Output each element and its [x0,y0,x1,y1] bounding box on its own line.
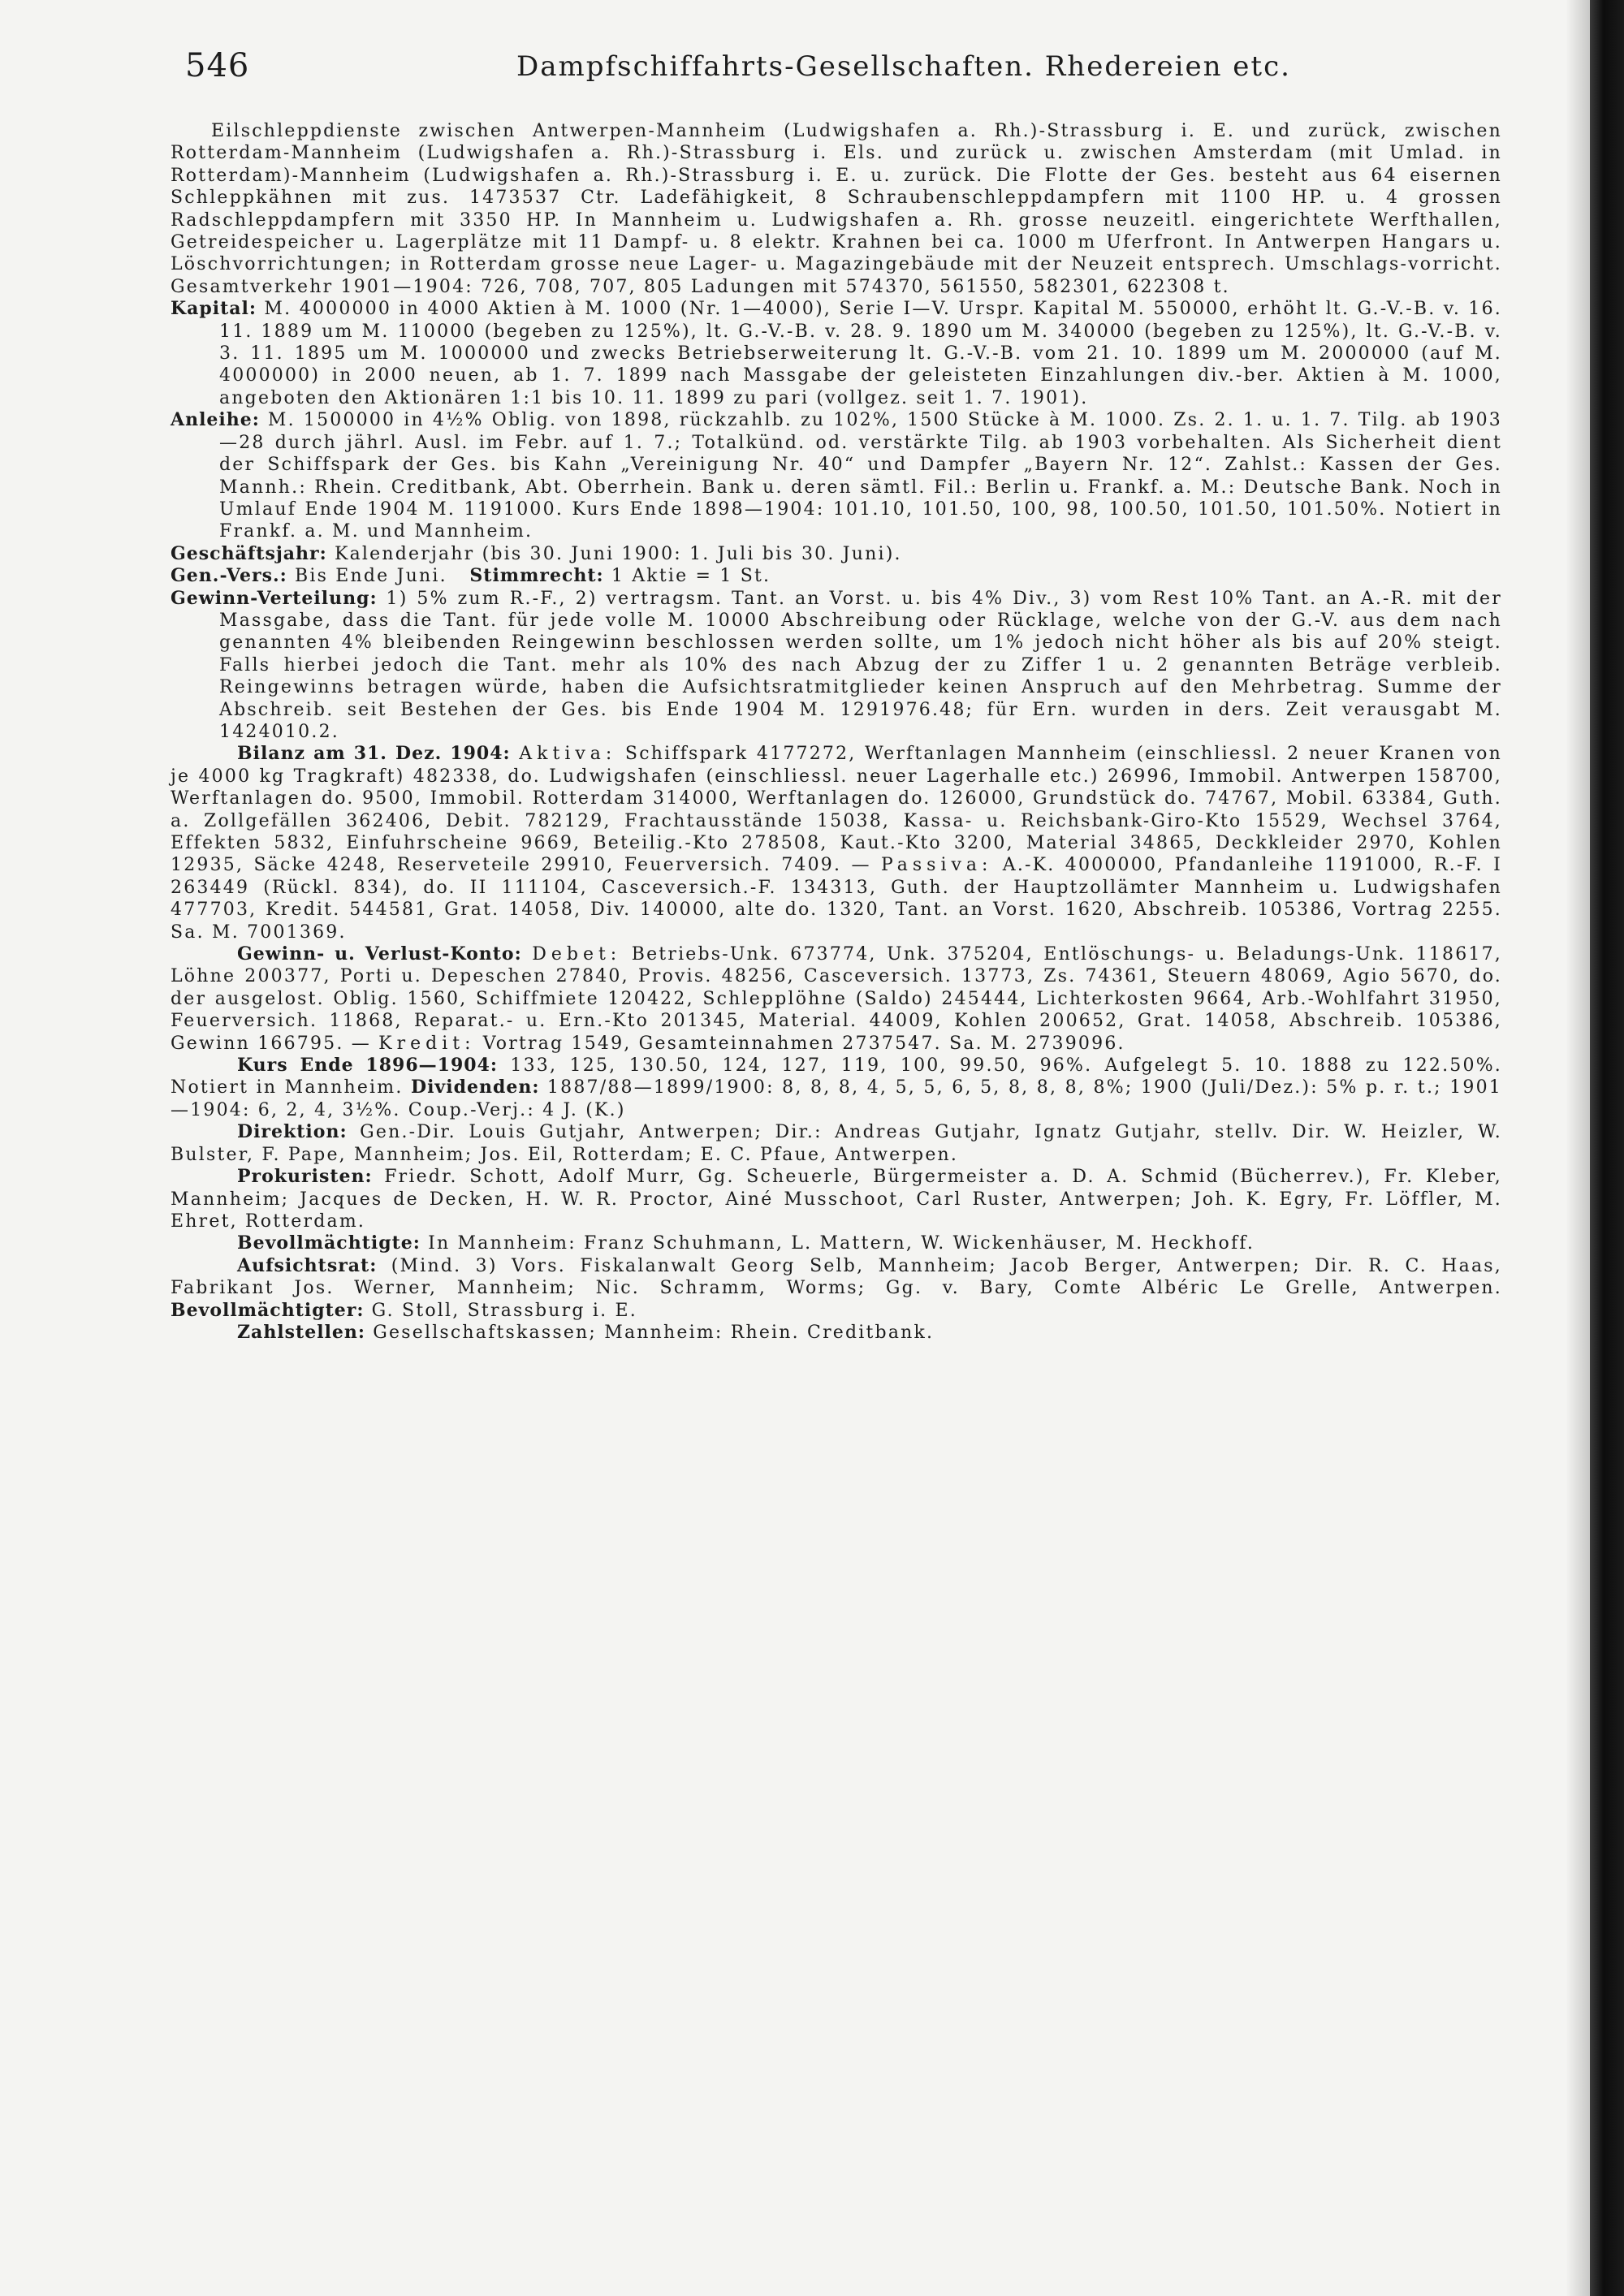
gewinnverteilung-section [171,588,1502,744]
bilanz-label: Bilanz am 31. Dez. 1904: [237,743,511,765]
prokuristen-label: Prokuristen: [237,1166,373,1188]
gewinnverteilung-label: Gewinn-Verteilung: [171,587,378,609]
kapital-text: M. 4000000 in 4000 Aktien à M. 1000 (Nr. 1—4000), Serie I—V. Urspr. Kapital M. 550000, erhöht lt. G.-V.-B. v. 16. 11. 1889 um M. 110000 (begeben zu 125%), lt. G.-V.-B. v. 28. 9. 1890 um M. 340000 (begeben zu 125%), lt. G.-V.-B. v. 3. 11. 1895 um M. 1000000 und zwecks Betriebserweiterung lt. G.-V.-B. vom 21. 10. 1899 um M. 2000000 (auf M. 4000000) in 2000 neuen, ab 1. 7. 1899 nach Massgabe der geleisteten Einzahlungen div.-ber. Aktien à M. 1000, angeboten den Aktionären 1:1 bis 10. 11. 1899 zu pari (vollgez. seit 1. 7. 1901). [219,299,1502,408]
generalversammlung-text: Bis Ende Juni. [294,566,447,587]
aufsichtsrat-text: (Mind. 3) Vors. Fiskalanwalt Georg Selb, Mannheim; Jacob Berger, Antwerpen; Dir. R. C. Haas, Fabrikant Jos. Werner, Mannheim; Nic. Schramm, Worms; Gg. v. Bary, Comte Albéric Le Grelle, Antwerpen. [171,1255,1502,1299]
bilanz-aktiva-label: Aktiva: [519,744,617,765]
kapital-label: Kapital: [171,298,257,320]
page-gutter-shadow [1566,0,1590,2296]
geschaeftsjahr-label: Geschäftsjahr: [171,542,327,564]
dividenden-label: Dividenden: [411,1077,540,1098]
zahlstellen-section [171,1322,1502,1344]
prokuristen-section [171,1166,1502,1232]
dividenden-text: 1887/88—1899/1900: 8, 8, 8, 4, 5, 5, 6, 5, 8, 8, 8, 8%; 1900 (Juli/Dez.): 5% p. r. t.; 1901—1904: 6, 2, 4, 3½%. Coup.-Verj.: 4 J. (K.) [171,1077,1503,1120]
kurs-label: Kurs Ende 1896—1904: [237,1055,499,1077]
bilanz-passiva-label: Passiva: [880,855,993,876]
bevollmaechtigter-label: Bevollmächtigter: [171,1299,365,1321]
anleihe-text: M. 1500000 in 4½% Oblig. von 1898, rückzahlb. zu 102%, 1500 Stücke à M. 1000. Zs. 2. 1. u. 1. 7. Tilg. ab 1903—28 durch jährl. Ausl. im Febr. auf 1. 7.; Totalkünd. od. verstärkte Tilg. ab 1903 vorbehalten. Als Sicherheit dient der Schiffspark der Ges. bis Kahn „Vereinigung Nr. 40“ und Dampfer „Bayern Nr. 12“. Zahlst.: Kassen der Ges. Mannh.: Rhein. Creditbank, Abt. Oberrhein. Bank u. deren sämtl. Fil.: Berlin u. Frankf. a. M.: Deutsche Bank. Noch in Umlauf Ende 1904 M. 1191000. Kurs Ende 1898—1904: 101.10, 101.50, 100, 98, 100.50, 101.50, 101.50%. Notiert in Frankf. a. M. und Mannheim. [219,410,1502,542]
running-title: Dampfschiffahrts-Gesellschaften. Rhedereien etc. [516,50,1291,83]
anleihe-label: Anleihe: [171,409,260,431]
guv-label: Gewinn- u. Verlust-Konto: [237,943,522,965]
guv-kredit-text: Vortrag 1549, Gesamteinnahmen 2737547. Sa. M. 2739096. [482,1033,1125,1054]
page-body [171,120,1502,1344]
bilanz-aktiva-text: Schiffspark 4177272, Werftanlagen Mannheim (einschliessl. 2 neuer Kranen von je 4000 kg Tragkraft) 482338, do. Ludwigshafen (einschliessl. neuer Lagerhalle etc.) 26996, Immobil. Antwerpen 158700, Werftanlagen do. 9500, Immobil. Rotterdam 314000, Werftanlagen do. 126000, Grundstück do. 74767, Mobil. 63384, Guth. a. Zollgefällen 362406, Debit. 782129, Frachtausstände 15038, Kassa- u. Reichsbank-Giro-Kto 15529, Wechsel 3764, Effekten 5832, Einfuhrscheine 9669, Beteilig.-Kto 278508, Kaut.-Kto 3200, Material 34865, Deckkleider 2970, Kohlen 12935, Säcke 4248, Reserveteile 29910, Feuerversich. 7409. — [171,744,1502,876]
guv-section [171,943,1502,1055]
kurs-section [171,1055,1502,1121]
generalversammlung-label: Gen.-Vers.: [171,565,287,587]
book-spine [1590,0,1624,2296]
stimmrecht-label: Stimmrecht: [469,565,604,587]
aufsichtsrat-label: Aufsichtsrat: [237,1254,378,1276]
bilanz-passiva-text: A.-K. 4000000, Pfandanleihe 1191000, R.-F. I 263449 (Rückl. 834), do. II 111104, Casceversich.-F. 134313, Guth. der Hauptzollämter Mannheim u. Ludwigshafen 477703, Kredit. 544581, Grat. 14058, Div. 140000, alte do. 1320, Tant. an Vorst. 1620, Abschreib. 105386, Vortrag 2255. Sa. M. 7001369. [171,855,1502,943]
bevollmaechtigte-section [171,1232,1502,1254]
company-intro-paragraph: Eilschleppdienste zwischen Antwerpen-Mannheim (Ludwigshafen a. Rh.)-Strassburg i. E. und zurück, zwischen Rotterdam-Mannheim (Ludwigshafen a. Rh.)-Strassburg i. Els. und zurück u. zwischen Amsterdam (mit Umlad. in Rotterdam)-Mannheim (Ludwigshafen a. Rh.)-Strassburg i. E. u. zurück. Die Flotte der Ges. besteht aus 64 eisernen Schleppkähnen mit zus. 1473537 Ctr. Ladefähigkeit, 8 Schraubenschleppdampfern mit 1100 HP. u. 4 grossen Radschleppdampfern mit 3350 HP. In Mannheim u. Ludwigshafen a. Rh. grosse neuzeitl. eingerichtete Werfthallen, Getreidespeicher u. Lagerplätze mit 11 Dampf- u. 8 elektr. Krahnen bei ca. 1000 m Uferfront. In Antwerpen Hangars u. Löschvorrichtungen; in Rotterdam grosse neue Lager- u. Magazingebäude mit der Neuzeit entsprech. Umschlags-vorricht. Gesamtverkehr 1901—1904: 726, 708, 707, 805 Ladungen mit 574370, 561550, 582301, 622308 t. [171,121,1502,297]
direktion-text: Gen.-Dir. Louis Gutjahr, Antwerpen; Dir.: Andreas Gutjahr, Ignatz Gutjahr, stellv. Dir. W. Heizler, W. Bulster, F. Pape, Mannheim; Jos. Eil, Rotterdam; E. C. Pfaue, Antwerpen. [171,1122,1502,1165]
zahlstellen-text: Gesellschaftskassen; Mannheim: Rhein. Creditbank. [373,1322,935,1343]
geschaeftsjahr-text: Kalenderjahr (bis 30. Juni 1900: 1. Juli bis 30. Juni). [334,543,902,564]
direktion-section [171,1121,1502,1166]
stimmrecht-text: 1 Aktie = 1 St. [611,566,771,587]
aufsichtsrat-section [171,1255,1502,1322]
geschaeftsjahr-section [171,543,1502,565]
guv-kredit-label: Kredit: [378,1033,476,1054]
bevollmaechtigte-text: In Mannheim: Franz Schuhmann, L. Mattern, W. Wickenhäuser, M. Heckhoff. [428,1233,1255,1254]
kurs-text: 133, 125, 130.50, 124, 127, 119, 100, 99.50, 96%. Aufgelegt 5. 10. 1888 zu 122.50%. Notiert in Mannheim. [171,1055,1502,1098]
bevollmaechtigte-label: Bevollmächtigte: [237,1232,421,1254]
bevollmaechtigter-text: G. Stoll, Strassburg i. E. [371,1300,637,1321]
generalversammlung-section [171,565,1502,587]
guv-debet-label: Debet: [532,944,622,965]
gewinnverteilung-text: 1) 5% zum R.-F., 2) vertragsm. Tant. an Vorst. u. bis 4% Div., 3) vom Rest 10% Tant. an A.-R. mit der Massgabe, dass die Tant. für jede volle M. 10000 Abschreibung oder Rücklage, welche von der G.-V. aus dem nach genannten 4% bleibenden Reingewinn beschlossen werden sollte, um 1% jedoch nicht höher als bis auf 20% steigt. Falls hierbei jedoch die Tant. mehr als 10% des nach Abzug der zu Ziffer 1 u. 2 genannten Beträge verbleib. Reingewinns betragen würde, haben die Aufsichtsratmitglieder keinen Anspruch auf den Mehrbetrag. Summe der Abschreib. seit Bestehen der Ges. bis Ende 1904 M. 1291976.48; für Ern. wurden in ders. Zeit verausgabt M. 1424010.2. [219,588,1502,742]
guv-debet-text: Betriebs-Unk. 673774, Unk. 375204, Entlöschungs- u. Beladungs-Unk. 118617, Löhne 200377, Porti u. Depeschen 27840, Provis. 48256, Casceversich. 13773, Zs. 74361, Steuern 48069, Agio 5670, do. der ausgelost. Oblig. 1560, Schiffmiete 120422, Schlepplöhne (Saldo) 245444, Lichterkosten 9664, Arb.-Wohlfahrt 31950, Feuerversich. 11868, Reparat.- u. Ern.-Kto 201345, Material. 44009, Kohlen 200652, Grat. 14058, Abschreib. 105386, Gewinn 166795. — [171,944,1502,1054]
zahlstellen-label: Zahlstellen: [237,1321,366,1343]
direktion-label: Direktion: [237,1121,348,1143]
anleihe-section [171,409,1502,542]
page-number: 546 [185,47,250,84]
prokuristen-text: Friedr. Schott, Adolf Murr, Gg. Scheuerle, Bürgermeister a. D. A. Schmid (Bücherrev.), Fr. Kleber, Mannheim; Jacques de Decken, H. W. R. Proctor, Ainé Musschoot, Carl Ruster, Antwerpen; Joh. K. Egry, Fr. Löffler, M. Ehret, Rotterdam. [171,1167,1502,1232]
kapital-section [171,298,1502,409]
bilanz-section [171,743,1502,943]
